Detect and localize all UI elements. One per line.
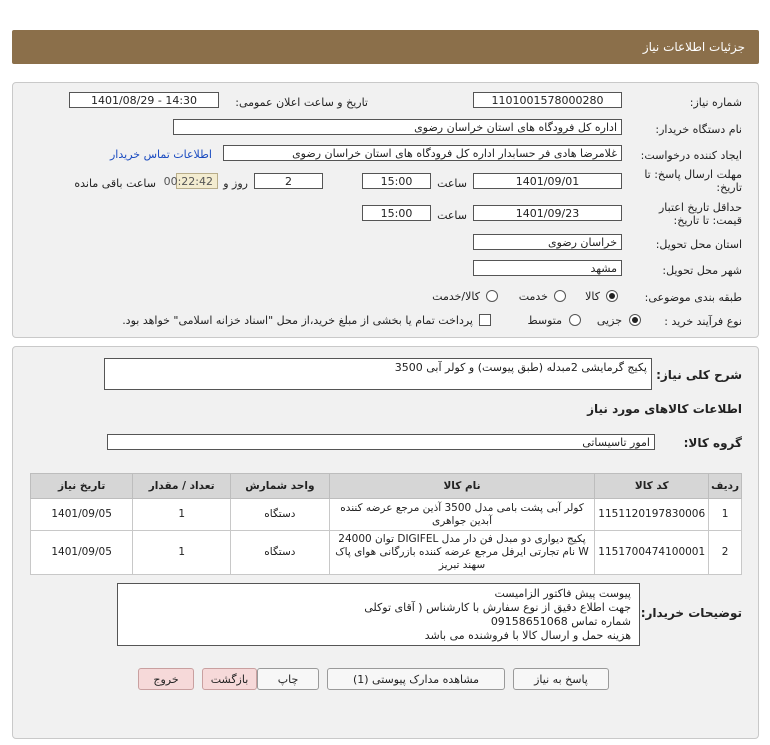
note-line: پیوست پیش فاکتور الزامیست <box>494 587 631 600</box>
deadline-label-2: تاریخ: <box>716 181 742 194</box>
validity-label-1: حداقل تاریخ اعتبار <box>658 201 742 214</box>
buyer-notes-box <box>117 583 640 646</box>
goods-table <box>30 473 742 575</box>
province-label: استان محل تحویل: <box>655 238 742 251</box>
cell-date: 1401/09/05 <box>31 499 133 531</box>
cell-row: 2 <box>709 531 742 575</box>
cell-name: کولر آبی پشت بامی مدل 3500 آذین مرجع عرضه کننده آبدین جواهری <box>329 499 595 531</box>
category-radio-goods[interactable] <box>606 290 618 302</box>
province-field: خراسان رضوی <box>473 234 622 250</box>
goods-group-field: امور تاسیساتی <box>107 434 655 450</box>
page-header <box>12 30 759 64</box>
note-line: هزینه حمل و ارسال کالا با فروشنده می باشد <box>424 629 631 642</box>
cell-code: 1151120197830006 <box>595 499 709 531</box>
remaining-time-field: 00:22:42 <box>176 173 218 189</box>
summary-label: شرح کلی نیاز: <box>656 368 742 382</box>
cell-unit: دستگاه <box>231 499 330 531</box>
print-button[interactable]: چاپ <box>257 668 319 690</box>
city-field: مشهد <box>473 260 622 276</box>
exit-button[interactable]: خروج <box>138 668 194 690</box>
reply-button[interactable]: پاسخ به نیاز <box>513 668 609 690</box>
cell-unit: دستگاه <box>231 531 330 575</box>
process-radio-minor[interactable] <box>629 314 641 326</box>
announce-field: 1401/08/29 - 14:30 <box>69 92 219 108</box>
col-row: ردیف <box>709 474 742 499</box>
cell-code: 1151700474100001 <box>595 531 709 575</box>
col-date: تاریخ نیاز <box>31 474 133 499</box>
cell-quantity: 1 <box>133 499 231 531</box>
treasury-payment-note: پرداخت تمام یا بخشی از مبلغ خرید،از محل "اسناد خزانه اسلامی" خواهد بود. <box>122 314 473 327</box>
process-label: نوع فرآیند خرید : <box>664 315 742 328</box>
creator-field: غلامرضا هادی فر حسابدار اداره کل فرودگاه های استان خراسان رضوی <box>223 145 622 161</box>
cell-quantity: 1 <box>133 531 231 575</box>
category-option-goods: کالا <box>585 290 600 303</box>
note-line: جهت اطلاع دقیق از نوع سفارش با کارشناس ( آقای توکلی <box>364 601 631 614</box>
page-title: جزئیات اطلاعات نیاز <box>642 40 745 54</box>
category-label: طبقه بندی موضوعی: <box>644 291 742 304</box>
need-number-field: 1101001578000280 <box>473 92 622 108</box>
city-label: شهر محل تحویل: <box>662 264 742 277</box>
announce-label: تاریخ و ساعت اعلان عمومی: <box>235 96 368 109</box>
goods-group-label: گروه کالا: <box>683 436 742 450</box>
deadline-time-label: ساعت <box>437 177 467 190</box>
goods-section-title: اطلاعات کالاهای مورد نیاز <box>587 402 742 416</box>
deadline-time-field: 15:00 <box>362 173 431 189</box>
validity-date-field: 1401/09/23 <box>473 205 622 221</box>
col-name: نام کالا <box>329 474 595 499</box>
buyer-contact-link[interactable]: اطلاعات تماس خریدار <box>110 148 212 161</box>
cell-row: 1 <box>709 499 742 531</box>
process-option-medium: متوسط <box>527 314 562 327</box>
deadline-label-1: مهلت ارسال پاسخ: تا <box>644 168 742 181</box>
process-radio-medium[interactable] <box>569 314 581 326</box>
process-option-minor: جزیی <box>596 314 622 327</box>
category-radio-goods-service[interactable] <box>486 290 498 302</box>
need-number-label: شماره نیاز: <box>689 96 742 109</box>
buyer-notes-label: توضیحات خریدار: <box>640 606 742 620</box>
col-unit: واحد شمارش <box>231 474 330 499</box>
treasury-payment-checkbox[interactable] <box>479 314 491 326</box>
col-quantity: تعداد / مقدار <box>133 474 231 499</box>
table-row <box>31 531 742 575</box>
table-header-row <box>31 474 742 499</box>
buyer-org-label: نام دستگاه خریدار: <box>655 123 742 136</box>
category-option-goods-service: کالا/خدمت <box>432 290 480 303</box>
category-option-service: خدمت <box>518 290 548 303</box>
days-field: 2 <box>254 173 323 189</box>
validity-time-field: 15:00 <box>362 205 431 221</box>
table-row <box>31 499 742 531</box>
deadline-date-field: 1401/09/01 <box>473 173 622 189</box>
back-button[interactable]: بازگشت <box>202 668 257 690</box>
cell-name: پکیج دیواری دو مبدل فن دار مدل DIGIFEL توان 24000 W نام تجارتی ایرفل مرجع عرضه کننده بازرگانی هوای پاک سهند تبریز <box>329 531 595 575</box>
validity-time-label: ساعت <box>437 209 467 222</box>
cell-date: 1401/09/05 <box>31 531 133 575</box>
buyer-org-field: اداره کل فرودگاه های استان خراسان رضوی <box>173 119 622 135</box>
note-line: شماره تماس 09158651068 <box>490 615 631 628</box>
view-attachments-button[interactable]: مشاهده مدارک پیوستی (1) <box>327 668 505 690</box>
creator-label: ایجاد کننده درخواست: <box>640 149 742 162</box>
validity-label-2: قیمت: تا تاریخ: <box>673 214 742 227</box>
summary-field: پکیج گرمایشی 2مبدله (طبق پیوست) و کولر آبی 3500 <box>104 358 652 390</box>
days-label: روز و <box>223 177 248 190</box>
category-radio-service[interactable] <box>554 290 566 302</box>
remaining-label: ساعت باقی مانده <box>74 177 156 190</box>
col-code: کد کالا <box>595 474 709 499</box>
